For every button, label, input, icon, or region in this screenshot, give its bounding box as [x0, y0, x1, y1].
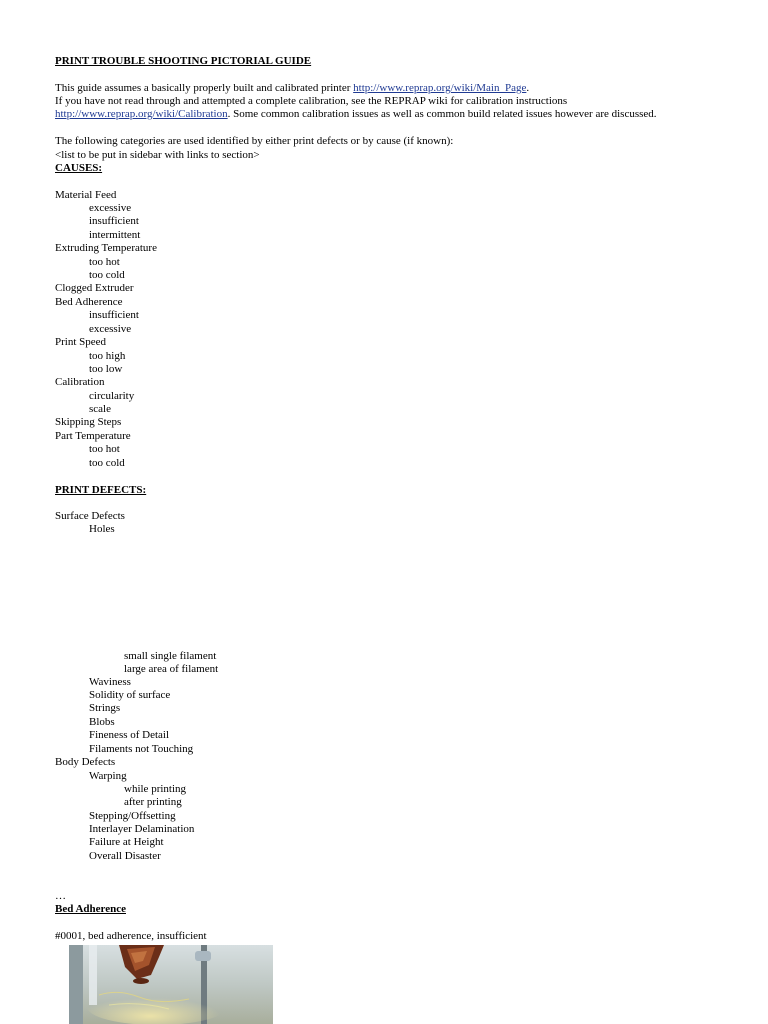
cause-item: Part Temperature — [55, 430, 131, 442]
defect-item: Body Defects — [55, 756, 116, 768]
defect-item: Surface Defects — [55, 510, 125, 522]
intro-text-3: . Some common calibration issues as well as common build related issues however are discussed. — [227, 108, 657, 120]
main-page-link[interactable]: http://www.reprap.org/wiki/Main_Page — [353, 82, 527, 94]
defect-subitem: Strings — [89, 702, 121, 714]
intro-period: . — [526, 82, 530, 94]
cause-subitem: too cold — [89, 269, 125, 281]
cause-item: Skipping Steps — [55, 416, 122, 428]
cause-subitem: too high — [89, 350, 126, 362]
defect-subitem: Filaments not Touching — [89, 743, 194, 755]
cause-subitem: scale — [89, 403, 111, 415]
categories-text: The following categories are used identified by either print defects or by cause (if known): — [55, 135, 454, 147]
cause-subitem: insufficient — [89, 215, 139, 227]
defect-subitem: Interlayer Delamination — [89, 823, 195, 835]
cause-subitem: too hot — [89, 256, 120, 268]
defect-subitem: Blobs — [89, 716, 115, 728]
cause-item: Clogged Extruder — [55, 282, 134, 294]
cause-item: Print Speed — [55, 336, 107, 348]
defect-subsubitem: large area of filament — [124, 663, 219, 675]
cause-item: Calibration — [55, 376, 105, 388]
sidebar-note: <list to be put in sidebar with links to section> — [55, 149, 260, 161]
cause-subitem: intermittent — [89, 229, 141, 241]
defect-subitem: Overall Disaster — [89, 850, 161, 862]
intro-line-2: If you have not read through and attempted a complete calibration, see the REPRAP wiki for calibration instructions — [55, 95, 568, 107]
cause-subitem: too hot — [89, 443, 120, 455]
cause-subitem: too low — [89, 363, 123, 375]
cause-item: Material Feed — [55, 189, 117, 201]
cause-subitem: excessive — [89, 323, 132, 335]
defect-subitem: Solidity of surface — [89, 689, 171, 701]
cause-subitem: excessive — [89, 202, 132, 214]
defect-subitem: Waviness — [89, 676, 131, 688]
defect-subitem: Holes — [89, 523, 115, 535]
defect-subsubitem: small single filament — [124, 650, 217, 662]
calibration-link[interactable]: http://www.reprap.org/wiki/Calibration — [55, 108, 228, 120]
cause-item: Extruding Temperature — [55, 242, 157, 254]
intro-text-1: This guide assumes a basically properly built and calibrated printer — [55, 82, 354, 94]
defect-subitem: Fineness of Detail — [89, 729, 170, 741]
print-defect-photo-graphic — [69, 945, 273, 1024]
cause-subitem: circularity — [89, 390, 135, 402]
intro-line-3 — [55, 108, 657, 121]
defect-subitem: Failure at Height — [89, 836, 164, 848]
entry-caption: #0001, bed adherence, insufficient — [55, 930, 207, 942]
defect-subitem: Warping — [89, 770, 127, 782]
cause-subitem: insufficient — [89, 309, 139, 321]
page-title: PRINT TROUBLE SHOOTING PICTORIAL GUIDE — [55, 55, 312, 67]
causes-heading: CAUSES: — [55, 162, 103, 174]
cause-subitem: too cold — [89, 457, 125, 469]
defects-heading: PRINT DEFECTS: — [55, 484, 147, 496]
intro-line-1 — [55, 82, 529, 95]
defect-subitem: Stepping/Offsetting — [89, 810, 176, 822]
cause-item: Bed Adherence — [55, 296, 123, 308]
ellipsis-text: … — [55, 890, 66, 902]
bed-adherence-heading: Bed Adherence — [55, 903, 126, 915]
defect-subsubitem: while printing — [124, 783, 187, 795]
defect-subsubitem: after printing — [124, 796, 182, 808]
print-defect-photo — [69, 945, 273, 1024]
